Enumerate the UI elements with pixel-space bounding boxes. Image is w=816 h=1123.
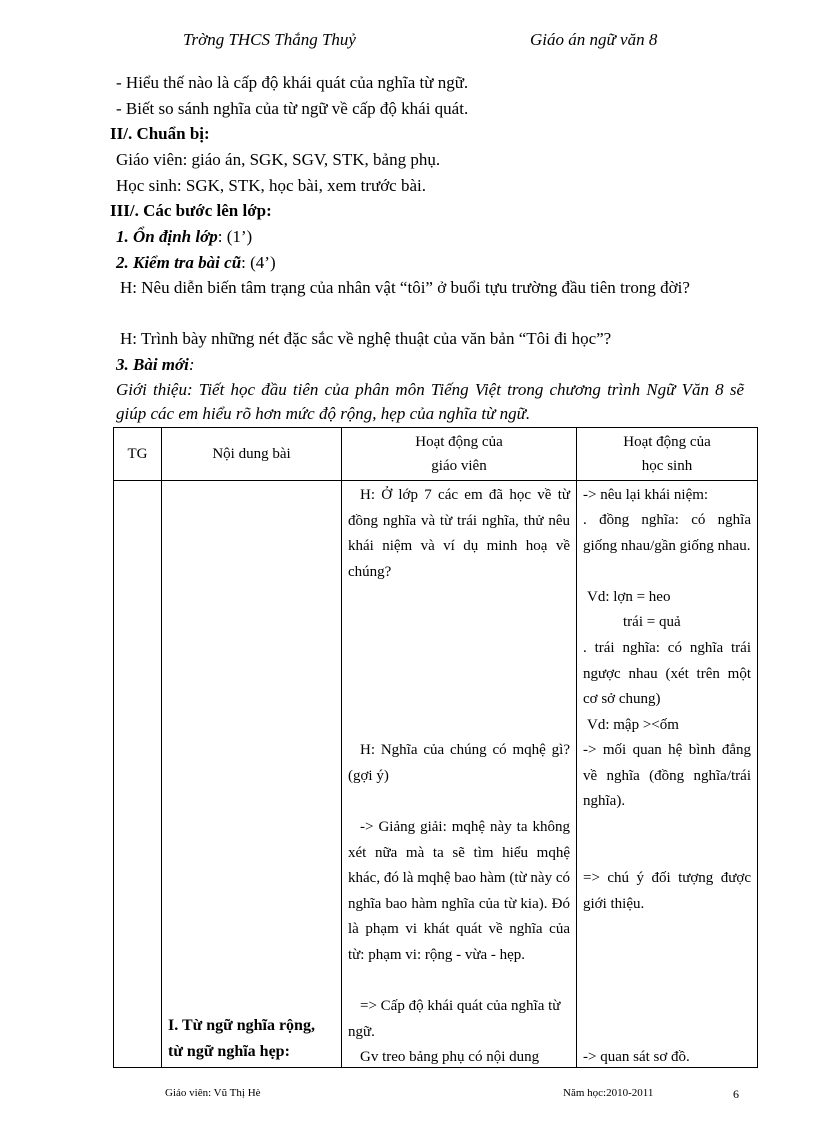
section-heading-line1: I. Từ ngữ nghĩa rộng, — [168, 1017, 315, 1034]
student-observe: -> quan sát sơ đồ. — [583, 1049, 690, 1065]
lesson-plan-table — [113, 427, 758, 1068]
header-subject: Giáo án ngữ văn 8 — [530, 30, 658, 49]
section-heading-line2: từ ngữ nghĩa hẹp: — [168, 1043, 290, 1060]
step-3 — [116, 355, 756, 375]
teacher-board-note: Gv treo bảng phụ có nội dung — [360, 1049, 540, 1065]
page-number: 6 — [733, 1087, 739, 1101]
student-relation: -> mối quan hệ bình đẳng về nghĩa (đồng nghĩa/trái nghĩa). — [583, 742, 751, 810]
footer-teacher: Giáo viên: Vũ Thị Hè — [165, 1087, 261, 1099]
header-school: Trờng THCS Thắng Thuỷ — [183, 30, 356, 49]
teacher-question-2: H: Nghĩa của chúng có mqhệ gì? (gợi ý) — [348, 742, 570, 784]
teacher-explanation: -> Giảng giải: mqhệ này ta không xét nữa mà ta sẽ tìm hiểu mqhệ khác, đó là mqhệ bao hàm (từ này có nghĩa bao hàm nghĩa của từ kia). Đó là phạm vi khát quát về nghĩa của từ: phạm vi: rộng - vừa - hẹp. — [348, 819, 570, 963]
step-1-time: : (1’) — [217, 227, 253, 246]
teacher-conclusion: => Cấp độ khái quát của nghĩa từ ngữ. — [348, 998, 561, 1040]
header-teacher-activity — [342, 428, 577, 481]
step-2-label: 2. Kiểm tra bài cũ — [116, 253, 242, 272]
teacher-question-1: H: Ở lớp 7 các em đã học về từ đồng nghĩa và từ trái nghĩa, thử nêu khái niệm và ví dụ minh hoạ về chúng? — [348, 487, 570, 580]
step-3-label: 3. Bài mới — [116, 355, 189, 374]
header-student-activity — [577, 428, 758, 481]
header-teacher-line2: giáo viên — [431, 458, 487, 474]
table-header-row — [114, 428, 758, 481]
student-answer-1: -> nêu lại khái niệm: — [583, 487, 709, 503]
header-teacher-line1: Hoạt động của — [415, 434, 503, 450]
prep-teacher: Giáo viên: giáo án, SGK, SGV, STK, bảng phụ. — [116, 150, 441, 169]
prep-student: Học sinh: SGK, STK, học bài, xem trước bài. — [116, 176, 426, 195]
steps-title: III/. Các bước lên lớp: — [110, 201, 272, 220]
student-synonym: . đồng nghĩa: có nghĩa giống nhau/gần giống nhau. — [583, 512, 751, 554]
teacher-activity-cell — [342, 481, 577, 1068]
student-antonym: . trái nghĩa: có nghĩa trái ngược nhau (xét trên một cơ sở chung) — [583, 640, 751, 708]
student-example-2: trái = quả — [623, 614, 681, 630]
footer-year: Năm học:2010-2011 — [563, 1087, 654, 1099]
content-cell — [162, 481, 342, 1068]
header-content: Nội dung bài — [162, 428, 342, 481]
lesson-introduction: Giới thiệu: Tiết học đầu tiên của phân môn Tiếng Việt trong chương trình Ngữ Văn 8 sẽ giúp các em hiểu rõ hơn mức độ rộng, hẹp của nghĩa từ ngữ. — [116, 380, 744, 423]
student-activity-cell — [577, 481, 758, 1068]
question-1: H: Nêu diễn biến tâm trạng của nhân vật “tôi” ở buổi tựu trường đầu tiên trong đời? — [120, 278, 690, 297]
table-row — [114, 481, 758, 1068]
goal-1: - Hiểu thế nào là cấp độ khái quát của nghĩa từ ngữ. — [116, 73, 469, 92]
header-student-line2: học sinh — [641, 458, 693, 474]
header-student-line1: Hoạt động của — [623, 434, 711, 450]
student-example-3: Vd: mập ><ốm — [587, 717, 679, 733]
header-tg: TG — [114, 428, 162, 481]
prep-title: II/. Chuẩn bị: — [110, 124, 210, 143]
student-example-1: Vd: lợn = heo — [587, 589, 671, 605]
student-attention: => chú ý đối tượng được giới thiệu. — [583, 870, 751, 912]
question-2: H: Trình bày những nét đặc sắc về nghệ thuật của văn bản “Tôi đi học”? — [120, 329, 612, 348]
step-1-label: 1. Ổn định lớp — [116, 227, 218, 246]
step-2-time: : (4’) — [241, 253, 276, 272]
step-2 — [116, 253, 756, 273]
goal-2: - Biết so sánh nghĩa của từ ngữ về cấp độ khái quát. — [116, 99, 469, 118]
step-1 — [116, 227, 756, 247]
step-3-colon: : — [188, 355, 195, 374]
tg-cell — [114, 481, 162, 1068]
